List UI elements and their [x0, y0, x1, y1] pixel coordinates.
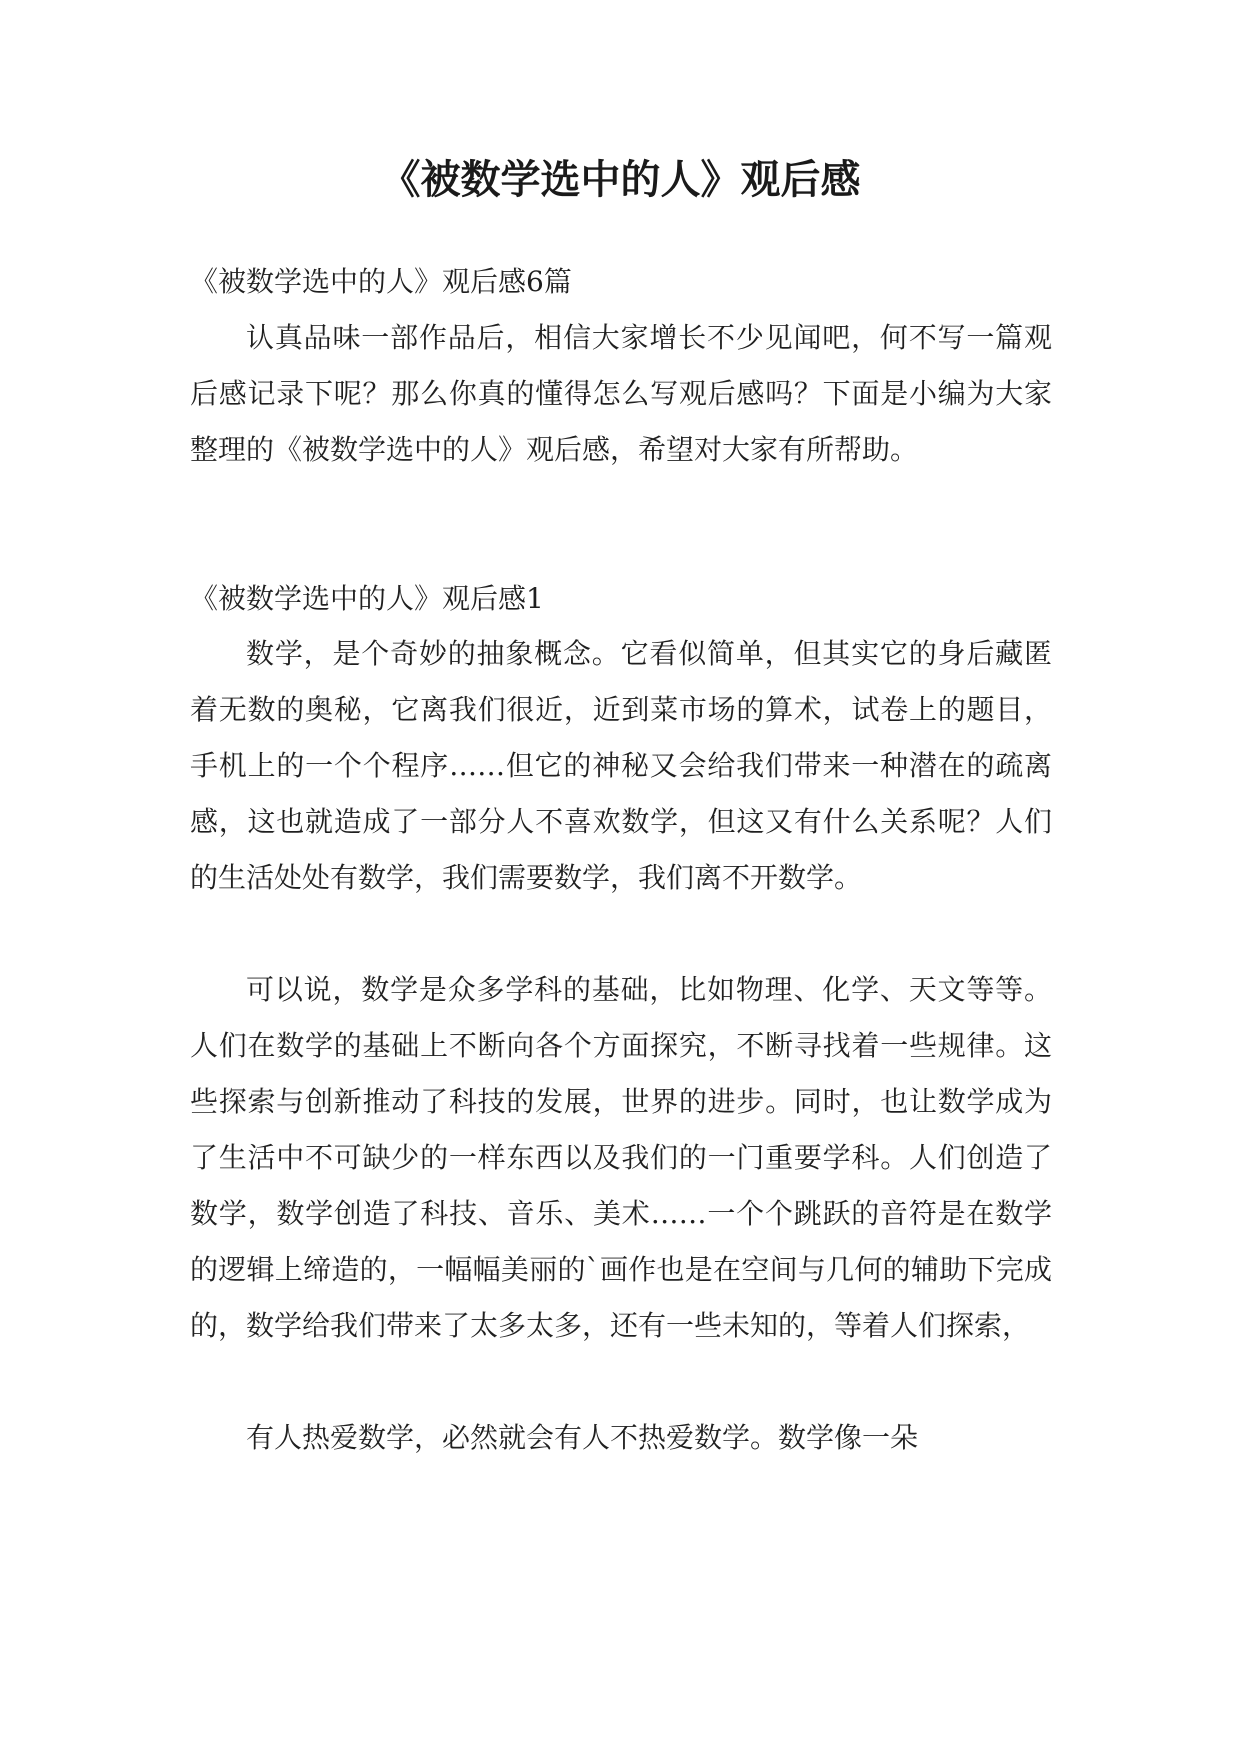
collection-heading: 《被数学选中的人》观后感6篇 — [190, 265, 572, 298]
section-1-paragraph-3: 有人热爱数学，必然就会有人不热爱数学。数学像一朵 — [246, 1421, 919, 1454]
intro-paragraph: 认真品味一部作品后，相信大家增长不少见闻吧，何不写一篇观后感记录下呢？那么你真的懂得怎么写观后感吗？下面是小编为大家整理的《被数学选中的人》观后感，希望对大家有所帮助。 — [190, 321, 1052, 466]
document-title: 《被数学选中的人》观后感 — [380, 156, 861, 203]
section-1-heading: 《被数学选中的人》观后感1 — [190, 582, 544, 615]
section-1-paragraph-2: 可以说，数学是众多学科的基础，比如物理、化学、天文等等。人们在数学的基础上不断向各个方面探究，不断寻找着一些规律。这些探索与创新推动了科技的发展，世界的进步。同时，也让数学成为了生活中不可缺少的一样东西以及我们的一门重要学科。人们创造了数学，数学创造了科技、音乐、美术……一个个跳跃的音符是在数学的逻辑上缔造的，一幅幅美丽的`画作也是在空间与几何的辅助下完成的，数学给我们带来了太多太多，还有一些未知的，等着人们探索， — [190, 973, 1052, 1342]
section-1-paragraph-1: 数学，是个奇妙的抽象概念。它看似简单，但其实它的身后藏匿着无数的奥秘，它离我们很近，近到菜市场的算术，试卷上的题目，手机上的一个个程序……但它的神秘又会给我们带来一种潜在的疏离感，这也就造成了一部分人不喜欢数学，但这又有什么关系呢？人们的生活处处有数学，我们需要数学，我们离不开数学。 — [190, 637, 1052, 894]
